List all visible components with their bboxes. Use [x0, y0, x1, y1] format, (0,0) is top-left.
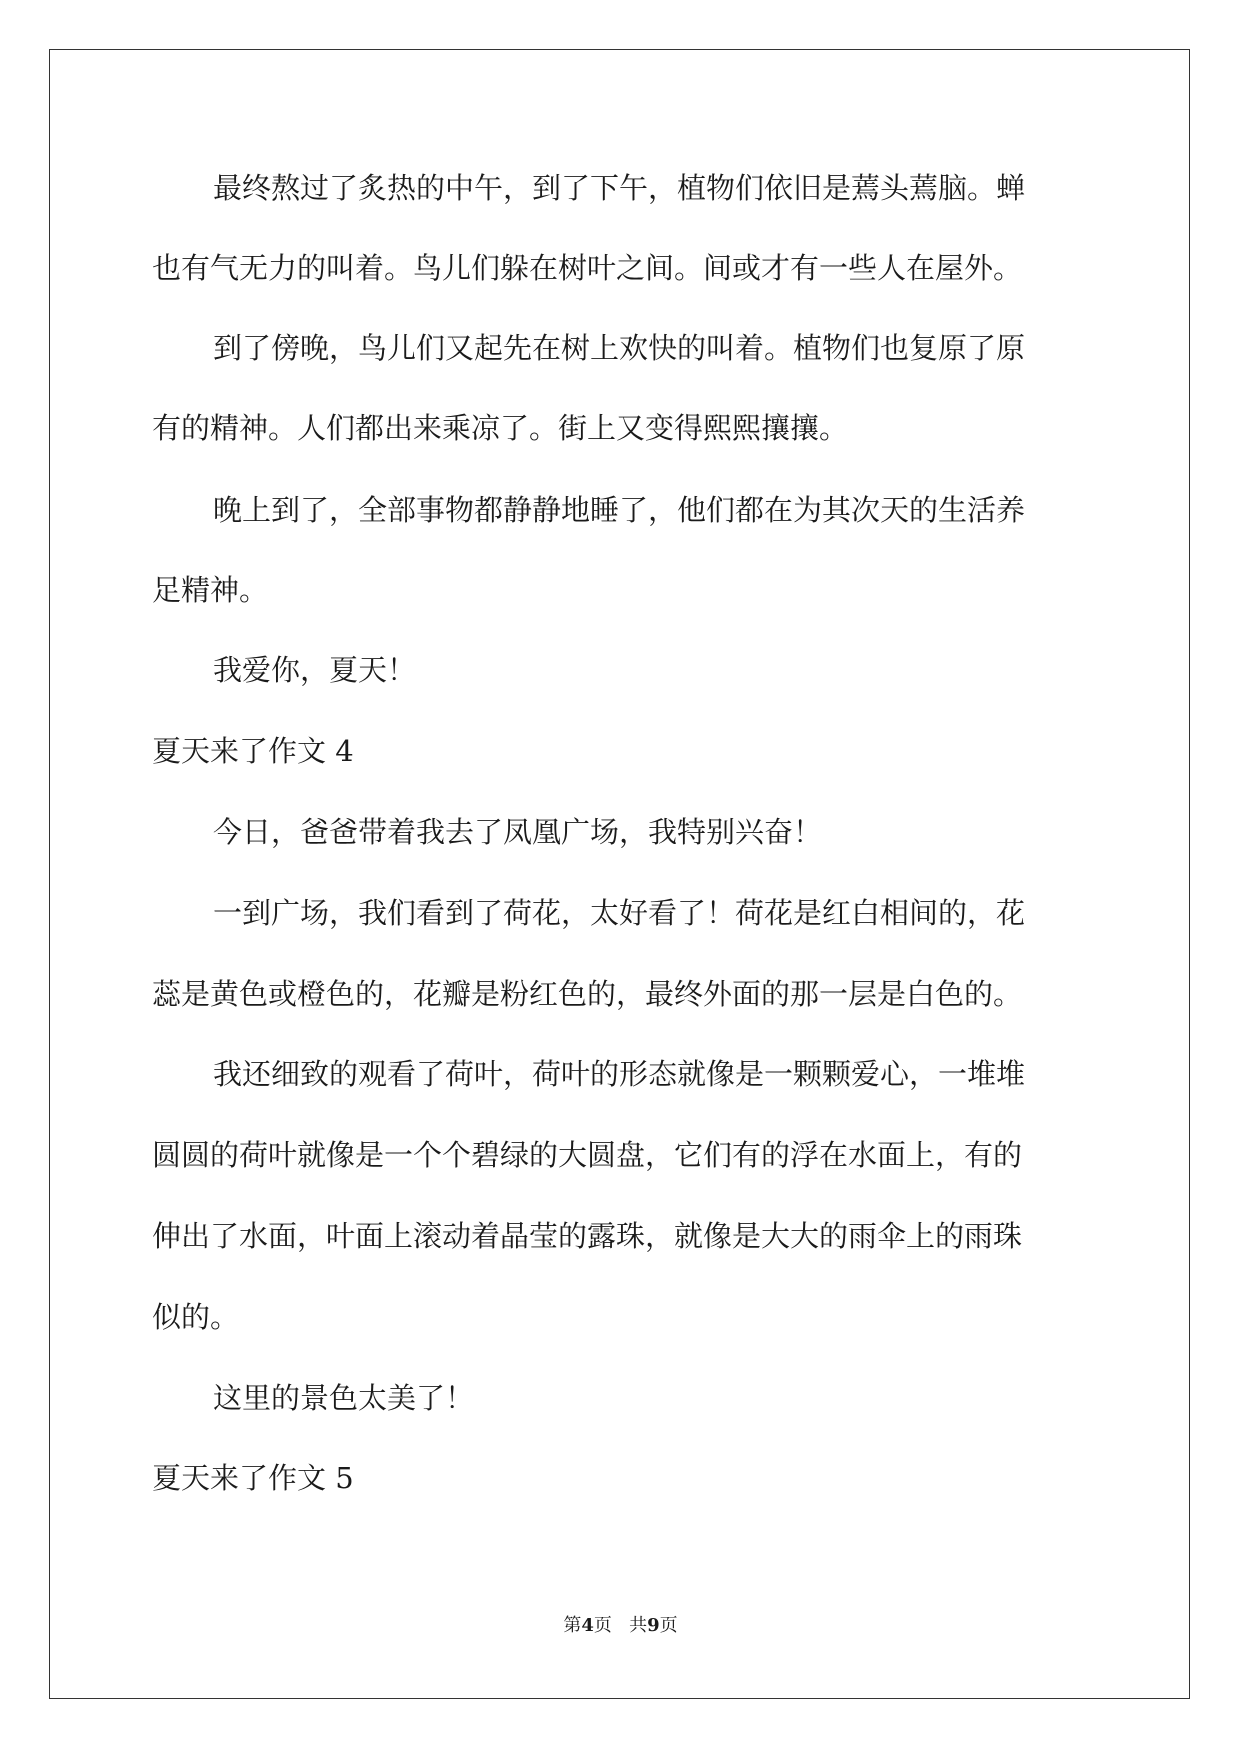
- paragraph-line: 一到广场，我们看到了荷花，太好看了！荷花是红白相间的，花: [213, 896, 1026, 930]
- paragraph-line: 有的精神。人们都出来乘凉了。街上又变得熙熙攘攘。: [152, 411, 849, 445]
- paragraph-line: 今日，爸爸带着我去了凤凰广场，我特别兴奋！: [213, 815, 823, 849]
- paragraph-line: 也有气无力的叫着。鸟儿们躲在树叶之间。间或才有一些人在屋外。: [152, 251, 1023, 285]
- page-border: [49, 49, 1190, 1699]
- section-heading: 夏天来了作文 4: [152, 734, 354, 768]
- paragraph-line: 足精神。: [152, 573, 269, 607]
- footer-mid: 页 共: [593, 1615, 648, 1636]
- paragraph-line: 我还细致的观看了荷叶，荷叶的形态就像是一颗颗爱心，一堆堆: [213, 1057, 1026, 1091]
- paragraph-line: 圆圆的荷叶就像是一个个碧绿的大圆盘，它们有的浮在水面上，有的: [152, 1138, 1023, 1172]
- paragraph-line: 这里的景色太美了！: [213, 1381, 475, 1415]
- paragraph-line: 最终熬过了炙热的中午，到了下午，植物们依旧是蔫头蔫脑。蝉: [213, 171, 1026, 205]
- footer-prefix: 第: [563, 1615, 582, 1636]
- page-footer: [0, 1614, 1241, 1638]
- footer-total-pages: 9: [647, 1615, 660, 1636]
- paragraph-line: 似的。: [152, 1300, 240, 1334]
- footer-suffix: 页: [659, 1615, 678, 1636]
- paragraph-line: 蕊是黄色或橙色的，花瓣是粉红色的，最终外面的那一层是白色的。: [152, 977, 1023, 1011]
- footer-current-page: 4: [581, 1615, 594, 1636]
- paragraph-line: 晚上到了，全部事物都静静地睡了，他们都在为其次天的生活养: [213, 493, 1026, 527]
- paragraph-line: 我爱你，夏天！: [213, 653, 417, 687]
- section-heading: 夏天来了作文 5: [152, 1461, 354, 1495]
- paragraph-line: 到了傍晚，鸟儿们又起先在树上欢快的叫着。植物们也复原了原: [213, 331, 1026, 365]
- paragraph-line: 伸出了水面，叶面上滚动着晶莹的露珠，就像是大大的雨伞上的雨珠: [152, 1219, 1023, 1253]
